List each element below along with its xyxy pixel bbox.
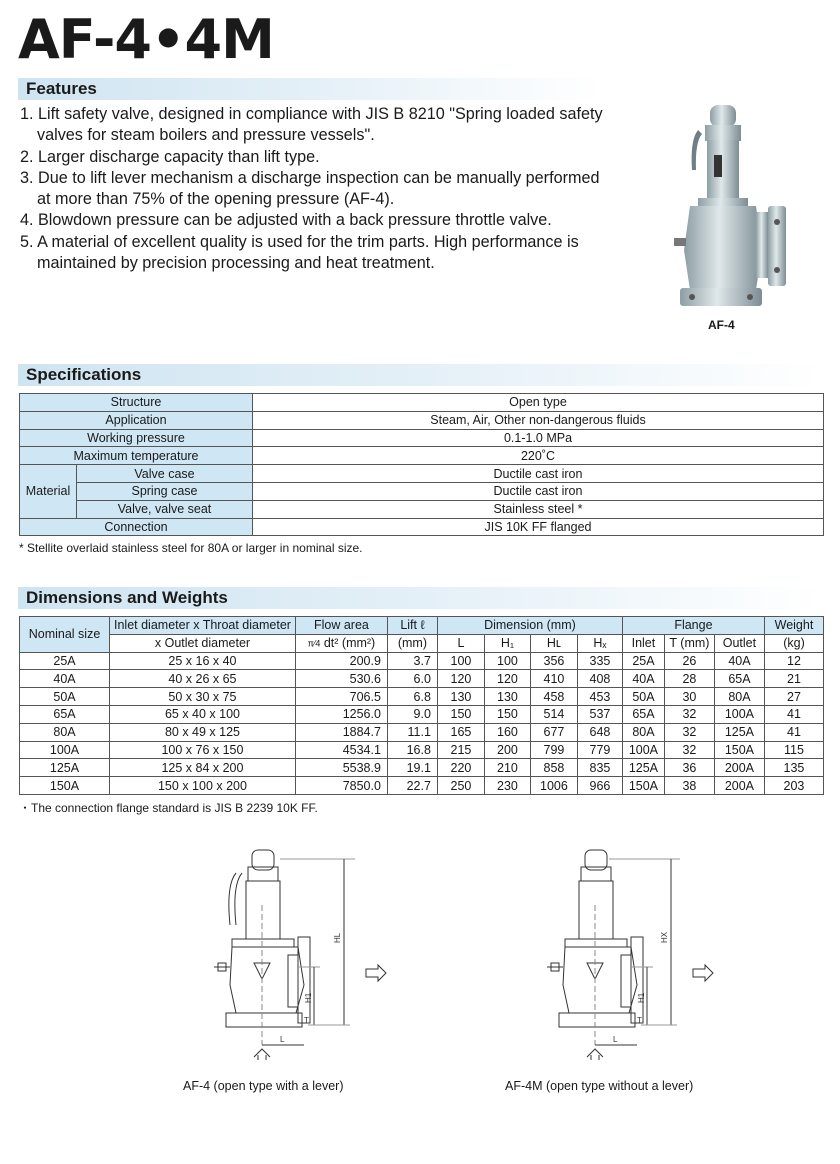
specifications-note: * Stellite overlaid stainless steel for 80A or larger in nominal size. (19, 541, 363, 555)
table-cell: 25A (20, 652, 110, 670)
table-cell: 530.6 (295, 670, 387, 688)
table-cell: 150 (437, 705, 484, 723)
structure-value: Open type (253, 394, 824, 412)
connection-label: Connection (20, 518, 253, 536)
table-cell: 356 (530, 652, 577, 670)
table-cell: 28 (664, 670, 714, 688)
valve-photo (670, 100, 800, 315)
af4-drawing-caption: AF-4 (open type with a lever) (183, 1079, 344, 1093)
table-cell: 100A (622, 741, 664, 759)
table-cell: 100A (20, 741, 110, 759)
hl-dim-label: HL (333, 932, 342, 943)
table-cell: 779 (577, 741, 622, 759)
table-cell: 65A (714, 670, 764, 688)
valve-case-label: Valve case (77, 465, 253, 483)
table-cell: 1006 (530, 777, 577, 795)
table-row (20, 447, 824, 465)
table-cell: 210 (484, 759, 530, 777)
table-cell: 203 (764, 777, 823, 795)
header-dimension: Dimension (mm) (437, 617, 622, 635)
header-lift-unit: (mm) (387, 634, 437, 652)
table-cell: 648 (577, 723, 622, 741)
header-diam2: x Outlet diameter (110, 634, 296, 652)
table-cell: 19.1 (387, 759, 437, 777)
table-cell: 65A (20, 705, 110, 723)
table-cell: 200A (714, 759, 764, 777)
working-pressure-value: 0.1-1.0 MPa (253, 429, 824, 447)
header-weight-unit: (kg) (764, 634, 823, 652)
table-cell: 22.7 (387, 777, 437, 795)
dimensions-heading: Dimensions and Weights (18, 587, 824, 609)
max-temp-value: 220˚C (253, 447, 824, 465)
l-dim-label: L (280, 1035, 285, 1044)
spring-case-label: Spring case (77, 482, 253, 500)
table-row (20, 465, 824, 483)
table-cell: 26 (664, 652, 714, 670)
table-cell: 21 (764, 670, 823, 688)
dimensions-table (19, 616, 824, 795)
t-dim-label: T (637, 1016, 642, 1025)
table-cell: 215 (437, 741, 484, 759)
table-cell: 32 (664, 741, 714, 759)
feature-item: 2. Larger discharge capacity than lift type. (20, 147, 320, 166)
table-cell: 80 x 49 x 125 (110, 723, 296, 741)
table-cell: 6.0 (387, 670, 437, 688)
table-cell: 80A (20, 723, 110, 741)
h1-dim-label: H1 (304, 992, 313, 1003)
table-cell: 150 x 100 x 200 (110, 777, 296, 795)
table-cell: 150 (484, 705, 530, 723)
table-cell: 65 x 40 x 100 (110, 705, 296, 723)
table-cell: 11.1 (387, 723, 437, 741)
table-cell: 41 (764, 705, 823, 723)
header-L: L (437, 634, 484, 652)
header-flange: Flange (622, 617, 764, 635)
table-cell: 32 (664, 723, 714, 741)
page-title: AF-4•4M (18, 8, 274, 71)
features-list (20, 104, 610, 274)
table-cell: 230 (484, 777, 530, 795)
table-row (20, 429, 824, 447)
table-cell: 250 (437, 777, 484, 795)
feature-item: 5. A material of excellent quality is used for the trim parts. High performance is maintained by precision processing and heat treatment. (20, 232, 579, 273)
header-T: T (mm) (664, 634, 714, 652)
table-cell: 220 (437, 759, 484, 777)
table-row (20, 759, 824, 777)
l-dim-label: L (613, 1035, 618, 1044)
table-cell: 125A (20, 759, 110, 777)
header-flow: Flow area (295, 617, 387, 635)
table-cell: 50A (622, 688, 664, 706)
table-cell: 537 (577, 705, 622, 723)
table-cell: 40A (20, 670, 110, 688)
table-cell: 125 x 84 x 200 (110, 759, 296, 777)
table-row (20, 705, 824, 723)
table-row (20, 723, 824, 741)
table-row (20, 482, 824, 500)
table-cell: 150A (714, 741, 764, 759)
table-cell: 100 x 76 x 150 (110, 741, 296, 759)
header-nominal: Nominal size (20, 617, 110, 653)
table-row (20, 411, 824, 429)
table-cell: 16.8 (387, 741, 437, 759)
header-flow-formula (295, 634, 387, 652)
table-cell: 100A (714, 705, 764, 723)
table-cell: 6.8 (387, 688, 437, 706)
table-cell: 514 (530, 705, 577, 723)
header-HL: Hʟ (530, 634, 577, 652)
hx-dim-label: HX (660, 931, 669, 943)
table-cell: 36 (664, 759, 714, 777)
specifications-heading: Specifications (18, 364, 824, 386)
table-cell: 966 (577, 777, 622, 795)
table-cell: 706.5 (295, 688, 387, 706)
table-cell: 12 (764, 652, 823, 670)
valve-seat-label: Valve, valve seat (77, 500, 253, 518)
table-cell: 5538.9 (295, 759, 387, 777)
af4m-drawing-caption: AF-4M (open type without a lever) (505, 1079, 694, 1093)
pi-over-4-icon: π⁄4 (307, 638, 321, 649)
dimensions-body (20, 652, 824, 794)
af4m-drawing (505, 845, 745, 1060)
table-cell: 160 (484, 723, 530, 741)
table-cell: 80A (714, 688, 764, 706)
table-cell: 408 (577, 670, 622, 688)
flow-formula-text: dt² (mm²) (323, 635, 376, 650)
table-row (20, 741, 824, 759)
table-cell: 120 (437, 670, 484, 688)
table-cell: 458 (530, 688, 577, 706)
header-lift: Lift ℓ (387, 617, 437, 635)
photo-caption: AF-4 (708, 318, 735, 332)
table-cell: 1256.0 (295, 705, 387, 723)
table-cell: 80A (622, 723, 664, 741)
table-cell: 7850.0 (295, 777, 387, 795)
table-cell: 125A (714, 723, 764, 741)
table-row (20, 500, 824, 518)
table-cell: 1884.7 (295, 723, 387, 741)
table-cell: 50A (20, 688, 110, 706)
max-temp-label: Maximum temperature (20, 447, 253, 465)
table-row (20, 394, 824, 412)
table-cell: 410 (530, 670, 577, 688)
table-cell: 27 (764, 688, 823, 706)
structure-label: Structure (20, 394, 253, 412)
header-H1: H₁ (484, 634, 530, 652)
table-cell: 32 (664, 705, 714, 723)
header-inlet: Inlet (622, 634, 664, 652)
connection-value: JIS 10K FF flanged (253, 518, 824, 536)
table-row (20, 670, 824, 688)
features-heading: Features (18, 78, 602, 100)
header-diam1: Inlet diameter x Throat diameter (110, 617, 296, 635)
table-cell: 65A (622, 705, 664, 723)
table-cell: 41 (764, 723, 823, 741)
application-value: Steam, Air, Other non-dangerous fluids (253, 411, 824, 429)
table-row (20, 652, 824, 670)
t-dim-label: T (304, 1016, 309, 1025)
table-cell: 200 (484, 741, 530, 759)
header-outlet: Outlet (714, 634, 764, 652)
table-cell: 40 x 26 x 65 (110, 670, 296, 688)
table-cell: 100 (484, 652, 530, 670)
feature-item: 3. Due to lift lever mechanism a discharge inspection can be manually performed at more than 75% of the opening pressure (AF-4). (20, 168, 600, 209)
valve-seat-value: Stainless steel * (253, 500, 824, 518)
table-cell: 38 (664, 777, 714, 795)
feature-item: 1. Lift safety valve, designed in compliance with JIS B 8210 "Spring loaded safety valves for steam boilers and pressure vessels". (20, 105, 603, 145)
table-cell: 135 (764, 759, 823, 777)
specifications-table (19, 393, 824, 536)
table-cell: 100 (437, 652, 484, 670)
table-cell: 130 (484, 688, 530, 706)
table-cell: 25A (622, 652, 664, 670)
table-cell: 25 x 16 x 40 (110, 652, 296, 670)
header-HX: Hₓ (577, 634, 622, 652)
table-cell: 200A (714, 777, 764, 795)
table-cell: 835 (577, 759, 622, 777)
table-row (20, 688, 824, 706)
spring-case-value: Ductile cast iron (253, 482, 824, 500)
material-label: Material (20, 465, 77, 518)
table-cell: 115 (764, 741, 823, 759)
working-pressure-label: Working pressure (20, 429, 253, 447)
table-cell: 120 (484, 670, 530, 688)
table-cell: 9.0 (387, 705, 437, 723)
dimensions-note: ・The connection flange standard is JIS B 2239 10K FF. (19, 801, 318, 815)
table-cell: 150A (622, 777, 664, 795)
table-cell: 453 (577, 688, 622, 706)
table-cell: 40A (622, 670, 664, 688)
table-cell: 40A (714, 652, 764, 670)
table-cell: 165 (437, 723, 484, 741)
table-cell: 335 (577, 652, 622, 670)
table-cell: 858 (530, 759, 577, 777)
table-cell: 200.9 (295, 652, 387, 670)
table-cell: 799 (530, 741, 577, 759)
valve-case-value: Ductile cast iron (253, 465, 824, 483)
application-label: Application (20, 411, 253, 429)
table-cell: 30 (664, 688, 714, 706)
table-cell: 130 (437, 688, 484, 706)
feature-item: 4. Blowdown pressure can be adjusted with a back pressure throttle valve. (20, 211, 552, 230)
table-cell: 125A (622, 759, 664, 777)
header-weight: Weight (764, 617, 823, 635)
af4-drawing (180, 845, 420, 1060)
h1-dim-label: H1 (637, 992, 646, 1003)
table-cell: 3.7 (387, 652, 437, 670)
table-row (20, 518, 824, 536)
table-cell: 50 x 30 x 75 (110, 688, 296, 706)
table-row (20, 777, 824, 795)
table-cell: 677 (530, 723, 577, 741)
table-cell: 4534.1 (295, 741, 387, 759)
table-cell: 150A (20, 777, 110, 795)
